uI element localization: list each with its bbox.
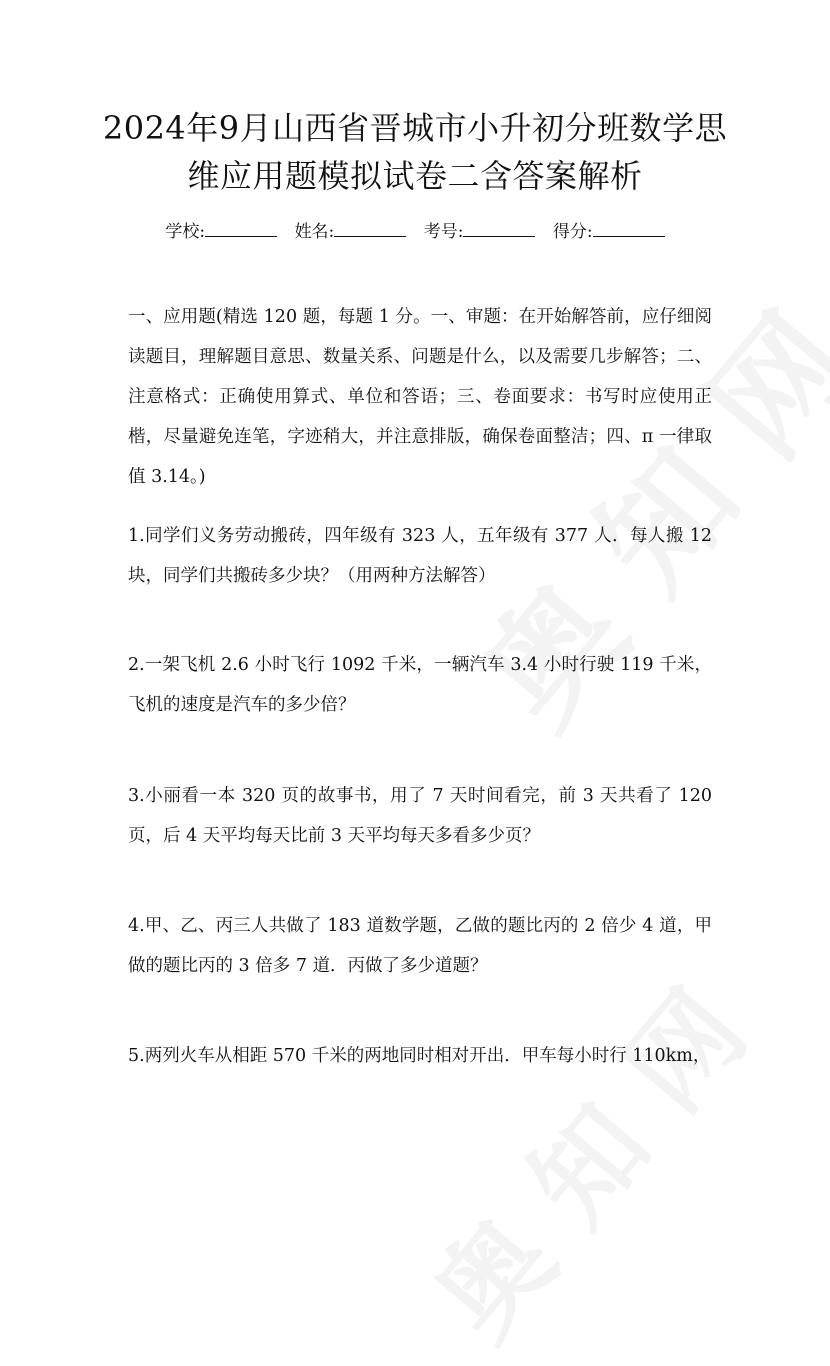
question-5: 5.两列火车从相距 570 千米的两地同时相对开出．甲车每小时行 110km， xyxy=(128,1046,711,1066)
student-info-row xyxy=(0,218,830,245)
name-label: 姓名: xyxy=(294,222,335,242)
exam-number-label: 考号: xyxy=(423,222,464,242)
school-label: 学校: xyxy=(165,222,206,242)
name-blank[interactable] xyxy=(334,218,406,237)
question-4: 4.甲、乙、丙三人共做了 183 道数学题，乙做的题比丙的 2 倍少 4 道，甲做的题比丙的 3 倍多 7 道．丙做了多少道题？ xyxy=(128,916,712,976)
exam-number-field[interactable] xyxy=(424,218,536,245)
question-3: 3.小丽看一本 320 页的故事书，用了 7 天时间看完，前 3 天共看了 120 页，后 4 天平均每天比前 3 天平均每天多看多少页？ xyxy=(128,786,712,846)
name-field[interactable] xyxy=(295,218,407,245)
question-1: 1.同学们义务劳动搬砖，四年级有 323 人，五年级有 377 人．每人搬 12 块，同学们共搬砖多少块？（用两种方法解答） xyxy=(128,526,712,586)
exam-number-blank[interactable] xyxy=(463,218,535,237)
question-2: 2.一架飞机 2.6 小时飞行 1092 千米，一辆汽车 3.4 小时行驶 119 千米，飞机的速度是汽车的多少倍？ xyxy=(128,655,712,715)
score-field[interactable] xyxy=(553,218,665,245)
watermark xyxy=(392,952,774,1365)
score-blank[interactable] xyxy=(593,218,665,237)
document-title-line-2: 维应用题模拟试卷二含答案解析 xyxy=(187,157,643,195)
instructions-paragraph: 一、应用题(精选 120 题，每题 1 分。一、审题：在开始解答前，应仔细阅读题目，理解题目意思、数量关系、问题是什么，以及需要几步解答；二、注意格式：正确使用算式、单位和答语；三、卷面要求：书写时应使用正楷，尽量避免连笔，字迹稍大，并注意排版，确保卷面整洁；四、π 一律取值 3.14。) xyxy=(128,307,712,487)
score-label: 得分: xyxy=(552,222,593,242)
school-blank[interactable] xyxy=(205,218,277,237)
document-title-line-1: 2024年9月山西省晋城市小升初分班数学思 xyxy=(102,109,728,147)
school-field[interactable] xyxy=(165,218,277,245)
